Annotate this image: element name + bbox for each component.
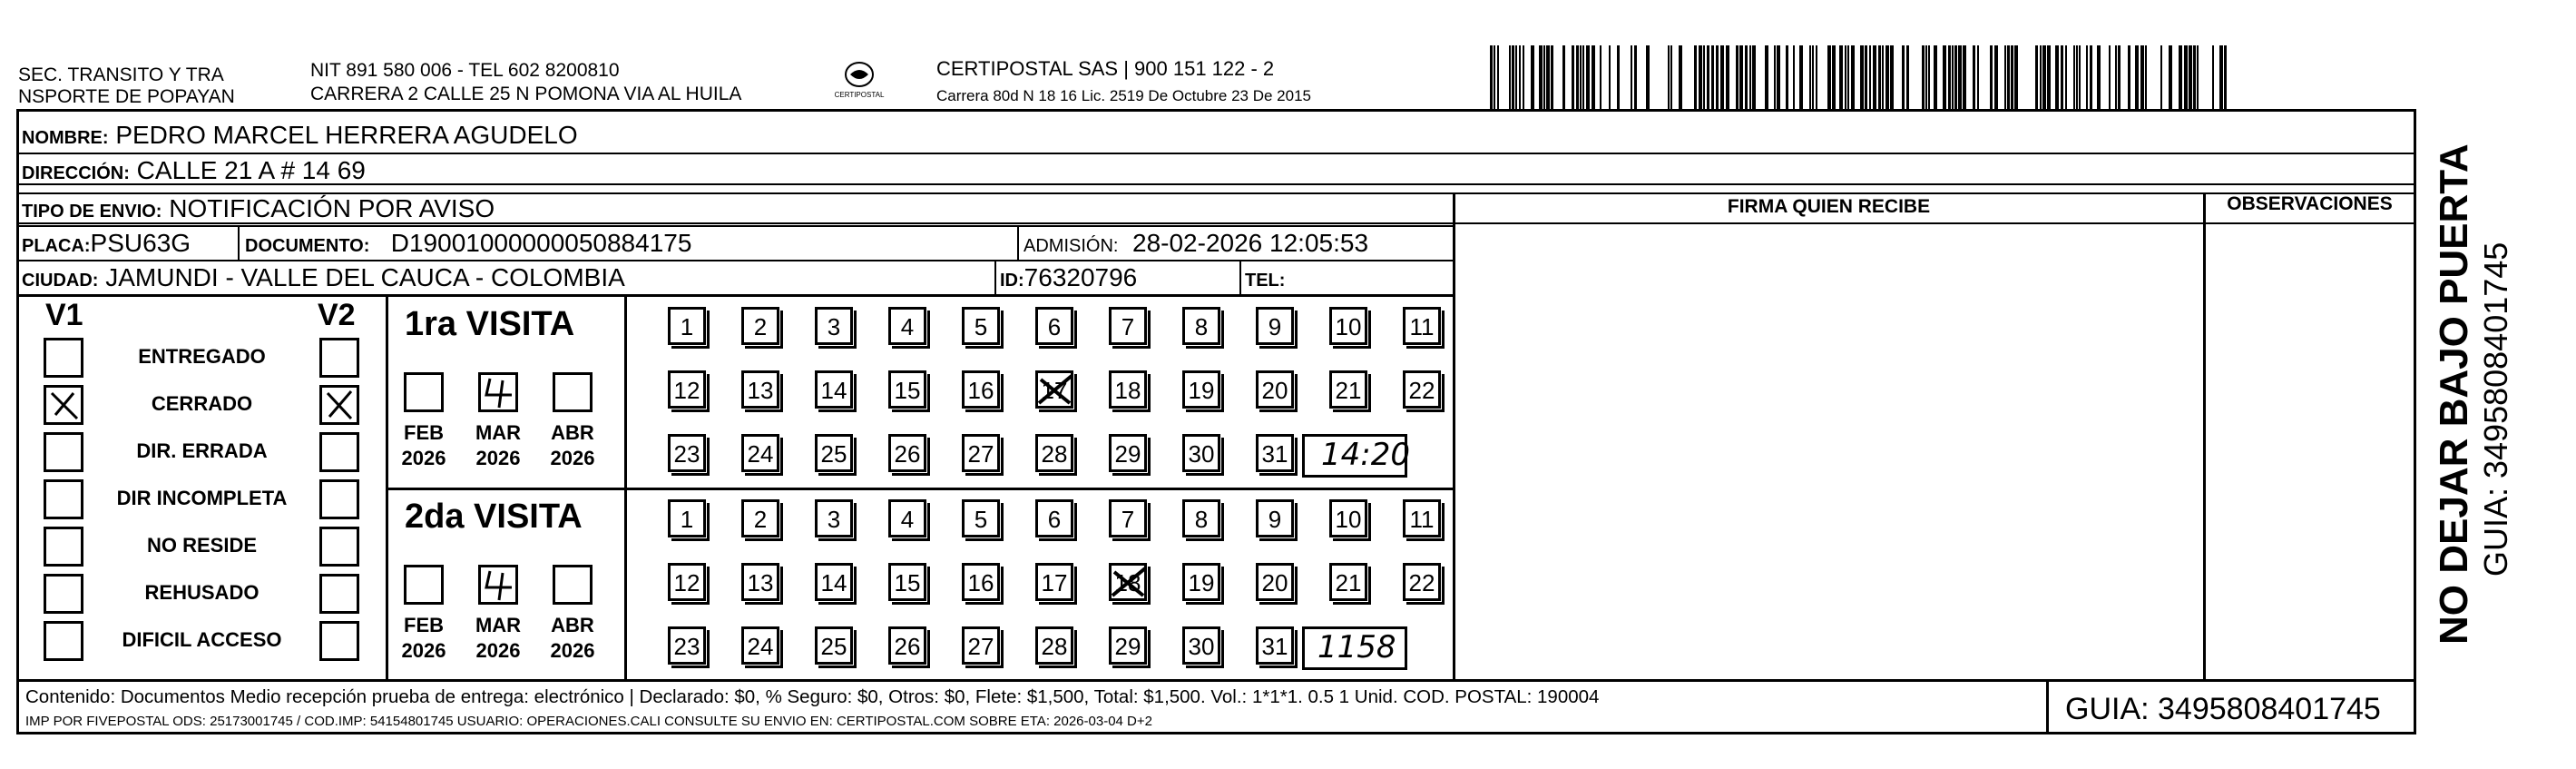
- barcode-bar: [1580, 45, 1582, 109]
- barcode-bar: [1600, 45, 1601, 109]
- barcode-bar: [1873, 45, 1876, 109]
- tel-label: TEL:: [1245, 271, 1286, 291]
- barcode-bar: [1562, 45, 1565, 109]
- barcode-bar: [2035, 45, 2038, 109]
- barcode-bar: [1954, 45, 1957, 109]
- placa-label: PLACA:: [22, 236, 91, 256]
- day-box-1[interactable]: 1: [668, 307, 706, 345]
- barcode-bar: [2219, 45, 2223, 109]
- documento-field: [245, 229, 691, 261]
- day-box-31[interactable]: 31: [1256, 434, 1294, 472]
- barcode-bar: [1490, 45, 1493, 109]
- day-box-24[interactable]: 24: [741, 434, 779, 472]
- month-checkbox-abr[interactable]: [553, 565, 593, 605]
- barcode-bar: [2140, 45, 2144, 109]
- day-box-9[interactable]: 9: [1256, 499, 1294, 537]
- barcode-bar: [1539, 45, 1543, 109]
- second-time-handwritten: 1158: [1317, 629, 1396, 665]
- day-box-22[interactable]: 22: [1403, 370, 1441, 409]
- barcode-bar: [1711, 45, 1714, 109]
- day-box-5[interactable]: 5: [962, 307, 1000, 345]
- barcode-bar: [2073, 45, 2075, 109]
- v1-checkbox[interactable]: [44, 385, 83, 425]
- barcode-bar: [2179, 45, 2182, 109]
- day-box-18[interactable]: [1109, 563, 1147, 601]
- barcode-bar: [1925, 45, 1927, 109]
- barcode-bar: [1634, 45, 1637, 109]
- barcode-bar: [1679, 45, 1682, 109]
- row-line: [1455, 222, 2416, 224]
- v2-checkbox[interactable]: [319, 338, 359, 378]
- courier-logo: [830, 58, 888, 105]
- day-box-15[interactable]: 15: [888, 370, 926, 409]
- month-label: ABR: [551, 421, 594, 444]
- nit-line: NIT 891 580 006 - TEL 602 8200810: [310, 60, 620, 81]
- ciudad-label: CIUDAD:: [22, 271, 99, 291]
- first-time-box: [1302, 434, 1410, 478]
- day-box-9[interactable]: 9: [1256, 307, 1294, 345]
- day-box-29[interactable]: 29: [1109, 626, 1147, 665]
- year-label: 2026: [401, 639, 446, 662]
- barcode-bar: [2040, 45, 2042, 109]
- barcode-bar: [1809, 45, 1811, 109]
- year-label: 2026: [401, 447, 446, 469]
- barcode-bar: [1851, 45, 1855, 109]
- barcode-bar: [1646, 45, 1650, 109]
- day-box-11[interactable]: 11: [1403, 499, 1441, 537]
- month-checkbox-abr[interactable]: [553, 372, 593, 412]
- barcode-bar: [2118, 45, 2121, 109]
- ciudad-field: [22, 263, 625, 295]
- barcode-bar: [1777, 45, 1780, 109]
- barcode-bar: [1869, 45, 1871, 109]
- barcode-bar: [1699, 45, 1702, 109]
- barcode-bar: [1749, 45, 1751, 109]
- v2-checkbox[interactable]: [319, 432, 359, 472]
- id-value: 76320796: [1024, 263, 1138, 291]
- courier-line-1: CERTIPOSTAL SAS | 900 151 122 - 2: [936, 57, 1275, 80]
- barcode-bar: [2135, 45, 2139, 109]
- day-box-28[interactable]: 28: [1035, 626, 1073, 665]
- imp-text: IMP POR FIVEPOSTAL ODS: 25173001745 / COD.IMP: 54154801745 USUARIO: OPERACIONES.CALI CONSULTE SU ENVIO EN: CERTIPOSTAL.COM SOBRE ETA: 2026-03-04 D+2: [25, 714, 1152, 729]
- day-box-4[interactable]: 4: [888, 307, 926, 345]
- day-box-16[interactable]: 16: [962, 370, 1000, 409]
- v2-checkbox[interactable]: [319, 385, 359, 425]
- day-box-5[interactable]: 5: [962, 499, 1000, 537]
- barcode: [1490, 45, 2229, 109]
- month-label: ABR: [551, 614, 594, 636]
- tipo-envio-label: TIPO DE ENVIO:: [22, 202, 162, 222]
- tipo-envio-value: NOTIFICACIÓN POR AVISO: [169, 194, 495, 222]
- year-label: 2026: [475, 639, 521, 662]
- day-box-26[interactable]: 26: [888, 434, 926, 472]
- day-box-14[interactable]: 14: [815, 563, 853, 601]
- day-box-19[interactable]: 19: [1182, 370, 1220, 409]
- day-box-26[interactable]: 26: [888, 626, 926, 665]
- barcode-bar: [1943, 45, 1946, 109]
- barcode-bar: [1736, 45, 1739, 109]
- barcode-bar: [1847, 45, 1849, 109]
- second-time-box: [1302, 626, 1407, 670]
- barcode-bar: [1952, 45, 1954, 109]
- year-label: 2026: [550, 447, 595, 469]
- frame-bottom: [16, 732, 2416, 734]
- v2-checkbox[interactable]: [319, 621, 359, 661]
- day-box-1[interactable]: 1: [668, 499, 706, 537]
- frame-right: [2414, 109, 2416, 734]
- day-box-2[interactable]: 2: [741, 307, 779, 345]
- day-box-17[interactable]: 17: [1035, 563, 1073, 601]
- month-checkbox-feb[interactable]: [404, 372, 444, 412]
- status-label: DIFICIL ACCESO: [122, 628, 282, 651]
- day-number: 18: [1114, 569, 1141, 596]
- barcode-bar: [2115, 45, 2117, 109]
- barcode-bar: [2007, 45, 2010, 109]
- barcode-bar: [1799, 45, 1803, 109]
- barcode-bar: [2212, 45, 2214, 109]
- barcode-bar: [1752, 45, 1756, 109]
- day-box-14[interactable]: 14: [815, 370, 853, 409]
- day-box-10[interactable]: 10: [1329, 499, 1367, 537]
- barcode-bar: [1922, 45, 1925, 109]
- month-label: FEB: [404, 614, 444, 636]
- day-box-3[interactable]: 3: [815, 499, 853, 537]
- barcode-bar: [1845, 45, 1846, 109]
- day-box-18[interactable]: 18: [1109, 370, 1147, 409]
- barcode-bar: [2169, 45, 2172, 109]
- day-box-20[interactable]: 20: [1256, 370, 1294, 409]
- barcode-bar: [1786, 45, 1788, 109]
- day-box-7[interactable]: 7: [1109, 499, 1147, 537]
- barcode-bar: [1839, 45, 1843, 109]
- status-label: REHUSADO: [144, 581, 260, 604]
- day-box-27[interactable]: 27: [962, 626, 1000, 665]
- footer-guia: GUIA: 3495808401745: [2065, 692, 2381, 726]
- nombre-label: NOMBRE:: [22, 128, 109, 148]
- barcode-bar: [2076, 45, 2078, 109]
- barcode-bar: [1551, 45, 1553, 109]
- day-box-23[interactable]: 23: [668, 434, 706, 472]
- frame-top: [16, 109, 2416, 112]
- day-box-30[interactable]: 30: [1182, 434, 1220, 472]
- day-box-23[interactable]: 23: [668, 626, 706, 665]
- v2-checkbox[interactable]: [319, 479, 359, 519]
- placa-value: PSU63G: [90, 229, 191, 257]
- barcode-bar: [1668, 45, 1670, 109]
- row-line: [16, 153, 2416, 154]
- barcode-bar: [2145, 45, 2147, 109]
- barcode-bar: [2047, 45, 2051, 109]
- day-box-21[interactable]: 21: [1329, 370, 1367, 409]
- v1-checkbox[interactable]: [44, 432, 83, 472]
- day-box-13[interactable]: 13: [741, 563, 779, 601]
- admision-label: ADMISIÓN:: [1024, 236, 1119, 256]
- month-label: MAR: [475, 614, 522, 636]
- barcode-bar: [1774, 45, 1776, 109]
- barcode-bar: [1865, 45, 1867, 109]
- day-box-12[interactable]: 12: [668, 370, 706, 409]
- day-number: 17: [1041, 377, 1068, 404]
- col-line: [1239, 260, 1241, 294]
- id-field: [1000, 263, 1137, 295]
- col-line: [1453, 192, 1455, 681]
- barcode-bar: [1948, 45, 1951, 109]
- barcode-bar: [1902, 45, 1905, 109]
- barcode-bar: [2184, 45, 2188, 109]
- barcode-bar: [1523, 45, 1524, 109]
- barcode-bar: [1882, 45, 1884, 109]
- direccion-field: [22, 156, 366, 188]
- barcode-bar: [2097, 45, 2101, 109]
- day-box-15[interactable]: 15: [888, 563, 926, 601]
- barcode-bar: [1958, 45, 1962, 109]
- day-box-11[interactable]: 11: [1403, 307, 1441, 345]
- barcode-bar: [1726, 45, 1729, 109]
- v1-checkbox[interactable]: [44, 527, 83, 567]
- courier-line-2: Carrera 80d N 18 16 Lic. 2519 De Octubre 23 De 2015: [936, 87, 1311, 104]
- admision-value: 28-02-2026 12:05:53: [1132, 229, 1369, 257]
- barcode-bar: [1977, 45, 1979, 109]
- barcode-bar: [1906, 45, 1909, 109]
- tel-field: [1245, 263, 1285, 295]
- direccion-label: DIRECCIÓN:: [22, 163, 130, 183]
- documento-label: DOCUMENTO:: [245, 236, 370, 256]
- v1-checkbox[interactable]: [44, 574, 83, 614]
- barcode-bar: [1509, 45, 1511, 109]
- row-line: [16, 183, 2416, 185]
- barcode-bar: [2128, 45, 2130, 109]
- barcode-bar: [1707, 45, 1709, 109]
- barcode-bar: [2086, 45, 2088, 109]
- day-box-22[interactable]: 22: [1403, 563, 1441, 601]
- barcode-bar: [1694, 45, 1697, 109]
- barcode-bar: [2042, 45, 2046, 109]
- observaciones-header: OBSERVACIONES: [2227, 193, 2393, 214]
- day-box-21[interactable]: 21: [1329, 563, 1367, 601]
- documento-value: D19001000000050884175: [390, 229, 692, 257]
- barcode-bar: [1885, 45, 1889, 109]
- day-box-19[interactable]: 19: [1182, 563, 1220, 601]
- status-label: ENTREGADO: [138, 345, 266, 368]
- barcode-bar: [1745, 45, 1748, 109]
- day-box-4[interactable]: 4: [888, 499, 926, 537]
- barcode-bar: [1519, 45, 1521, 109]
- day-box-16[interactable]: 16: [962, 563, 1000, 601]
- barcode-bar: [1812, 45, 1814, 109]
- barcode-bar: [1928, 45, 1930, 109]
- v1-checkbox[interactable]: [44, 621, 83, 661]
- barcode-bar: [1793, 45, 1795, 109]
- barcode-bar: [1531, 45, 1534, 109]
- barcode-bar: [1994, 45, 1998, 109]
- barcode-bar: [2189, 45, 2192, 109]
- day-box-8[interactable]: 8: [1182, 499, 1220, 537]
- barcode-bar: [2109, 45, 2111, 109]
- v1-checkbox[interactable]: [44, 479, 83, 519]
- barcode-bar: [1739, 45, 1743, 109]
- day-box-6[interactable]: 6: [1035, 499, 1073, 537]
- barcode-bar: [2011, 45, 2013, 109]
- barcode-bar: [1572, 45, 1574, 109]
- col-line: [1017, 225, 1019, 260]
- barcode-bar: [2065, 45, 2067, 109]
- month-checkbox-feb[interactable]: [404, 565, 444, 605]
- barcode-bar: [2193, 45, 2196, 109]
- no-dejar-warning: NO DEJAR BAJO PUERTA: [2432, 143, 2476, 645]
- year-label: 2026: [475, 447, 521, 469]
- day-box-7[interactable]: 7: [1109, 307, 1147, 345]
- barcode-bar: [1990, 45, 1993, 109]
- nombre-field: [22, 121, 578, 153]
- barcode-bar: [1860, 45, 1864, 109]
- tipo-envio-field: [22, 194, 495, 226]
- barcode-bar: [1816, 45, 1817, 109]
- ciudad-value: JAMUNDI - VALLE DEL CAUCA - COLOMBIA: [105, 263, 625, 291]
- v1-checkbox[interactable]: [44, 338, 83, 378]
- footer-top-line: [16, 679, 2416, 682]
- nombre-value: PEDRO MARCEL HERRERA AGUDELO: [115, 121, 578, 149]
- barcode-bar: [2197, 45, 2199, 109]
- col-line: [2046, 681, 2049, 734]
- day-box-12[interactable]: 12: [668, 563, 706, 601]
- col-line: [238, 225, 240, 260]
- v2-checkbox[interactable]: [319, 527, 359, 567]
- barcode-bar: [2160, 45, 2162, 109]
- barcode-bar: [1878, 45, 1881, 109]
- day-box-8[interactable]: 8: [1182, 307, 1220, 345]
- day-box-24[interactable]: 24: [741, 626, 779, 665]
- barcode-bar: [1670, 45, 1672, 109]
- first-visit-title: 1ra VISITA: [405, 305, 575, 343]
- barcode-bar: [1576, 45, 1579, 109]
- status-label: NO RESIDE: [146, 534, 258, 557]
- day-box-27[interactable]: 27: [962, 434, 1000, 472]
- id-label: ID:: [1000, 271, 1024, 291]
- day-box-13[interactable]: 13: [741, 370, 779, 409]
- month-label: FEB: [404, 421, 444, 444]
- address-line: CARRERA 2 CALLE 25 N POMONA VIA AL HUILA: [310, 84, 742, 104]
- barcode-bar: [2014, 45, 2018, 109]
- placa-field: [22, 229, 191, 261]
- barcode-bar: [1512, 45, 1514, 109]
- day-box-29[interactable]: 29: [1109, 434, 1147, 472]
- status-label: CERRADO: [151, 392, 253, 415]
- day-box-3[interactable]: 3: [815, 307, 853, 345]
- day-box-10[interactable]: 10: [1329, 307, 1367, 345]
- col-line: [994, 260, 996, 294]
- barcode-bar: [2055, 45, 2059, 109]
- sender-line-2: NSPORTE DE POPAYAN: [18, 86, 235, 107]
- barcode-bar: [1592, 45, 1595, 109]
- barcode-bar: [1609, 45, 1611, 109]
- barcode-bar: [1832, 45, 1836, 109]
- barcode-bar: [1586, 45, 1590, 109]
- barcode-bar: [1543, 45, 1545, 109]
- barcode-bar: [2079, 45, 2081, 109]
- barcode-bar: [1827, 45, 1831, 109]
- firma-header: FIRMA QUIEN RECIBE: [1727, 196, 1931, 217]
- day-box-30[interactable]: 30: [1182, 626, 1220, 665]
- barcode-bar: [1703, 45, 1705, 109]
- admision-field: [1024, 229, 1368, 261]
- barcode-bar: [1497, 45, 1499, 109]
- year-label: 2026: [550, 639, 595, 662]
- day-box-17[interactable]: [1035, 370, 1073, 409]
- v2-label: V2: [318, 298, 356, 332]
- day-box-20[interactable]: 20: [1256, 563, 1294, 601]
- barcode-bar: [1494, 45, 1495, 109]
- barcode-bar: [1582, 45, 1584, 109]
- contenido-text: Contenido: Documentos Medio recepción prueba de entrega: electrónico | Declarado: $0, % Seguro: $0, Otros: $0, Flete: $1,500, Total: $1,500. Vol.: 1*1*1. 0.5 1 Unid. COD. POSTAL: 190004: [25, 686, 1600, 707]
- barcode-bar: [1515, 45, 1517, 109]
- logo-text: CERTIPOSTAL: [834, 91, 885, 99]
- day-box-25[interactable]: 25: [815, 626, 853, 665]
- side-guia: GUIA: 3495808401745: [2477, 242, 2514, 577]
- second-visit-title: 2da VISITA: [405, 498, 583, 536]
- month-label: MAR: [475, 421, 522, 444]
- barcode-bar: [1546, 45, 1550, 109]
- barcode-bar: [1890, 45, 1894, 109]
- sender-line-1: SEC. TRANSITO Y TRA: [18, 64, 224, 85]
- barcode-bar: [1631, 45, 1632, 109]
- barcode-bar: [1934, 45, 1937, 109]
- barcode-bar: [1765, 45, 1768, 109]
- barcode-bar: [1963, 45, 1966, 109]
- day-box-6[interactable]: 6: [1035, 307, 1073, 345]
- v1-label: V1: [45, 298, 83, 332]
- frame-left: [16, 109, 19, 734]
- barcode-bar: [1720, 45, 1724, 109]
- day-box-31[interactable]: 31: [1256, 626, 1294, 665]
- barcode-bar: [2061, 45, 2063, 109]
- barcode-bar: [1716, 45, 1719, 109]
- month-checkbox-mar[interactable]: [478, 372, 518, 412]
- barcode-bar: [2090, 45, 2092, 109]
- status-label: DIR. ERRADA: [136, 439, 268, 462]
- status-label: DIR INCOMPLETA: [116, 487, 288, 509]
- v2-checkbox[interactable]: [319, 574, 359, 614]
- month-checkbox-mar[interactable]: [478, 565, 518, 605]
- row-line: [386, 488, 1455, 490]
- barcode-bar: [2224, 45, 2227, 109]
- day-box-25[interactable]: 25: [815, 434, 853, 472]
- barcode-bar: [2004, 45, 2006, 109]
- barcode-bar: [1973, 45, 1975, 109]
- day-box-2[interactable]: 2: [741, 499, 779, 537]
- day-box-28[interactable]: 28: [1035, 434, 1073, 472]
- direccion-value: CALLE 21 A # 14 69: [136, 156, 366, 184]
- first-time-handwritten: 14:20: [1321, 437, 1410, 473]
- barcode-bar: [1617, 45, 1620, 109]
- col-line: [2203, 192, 2206, 681]
